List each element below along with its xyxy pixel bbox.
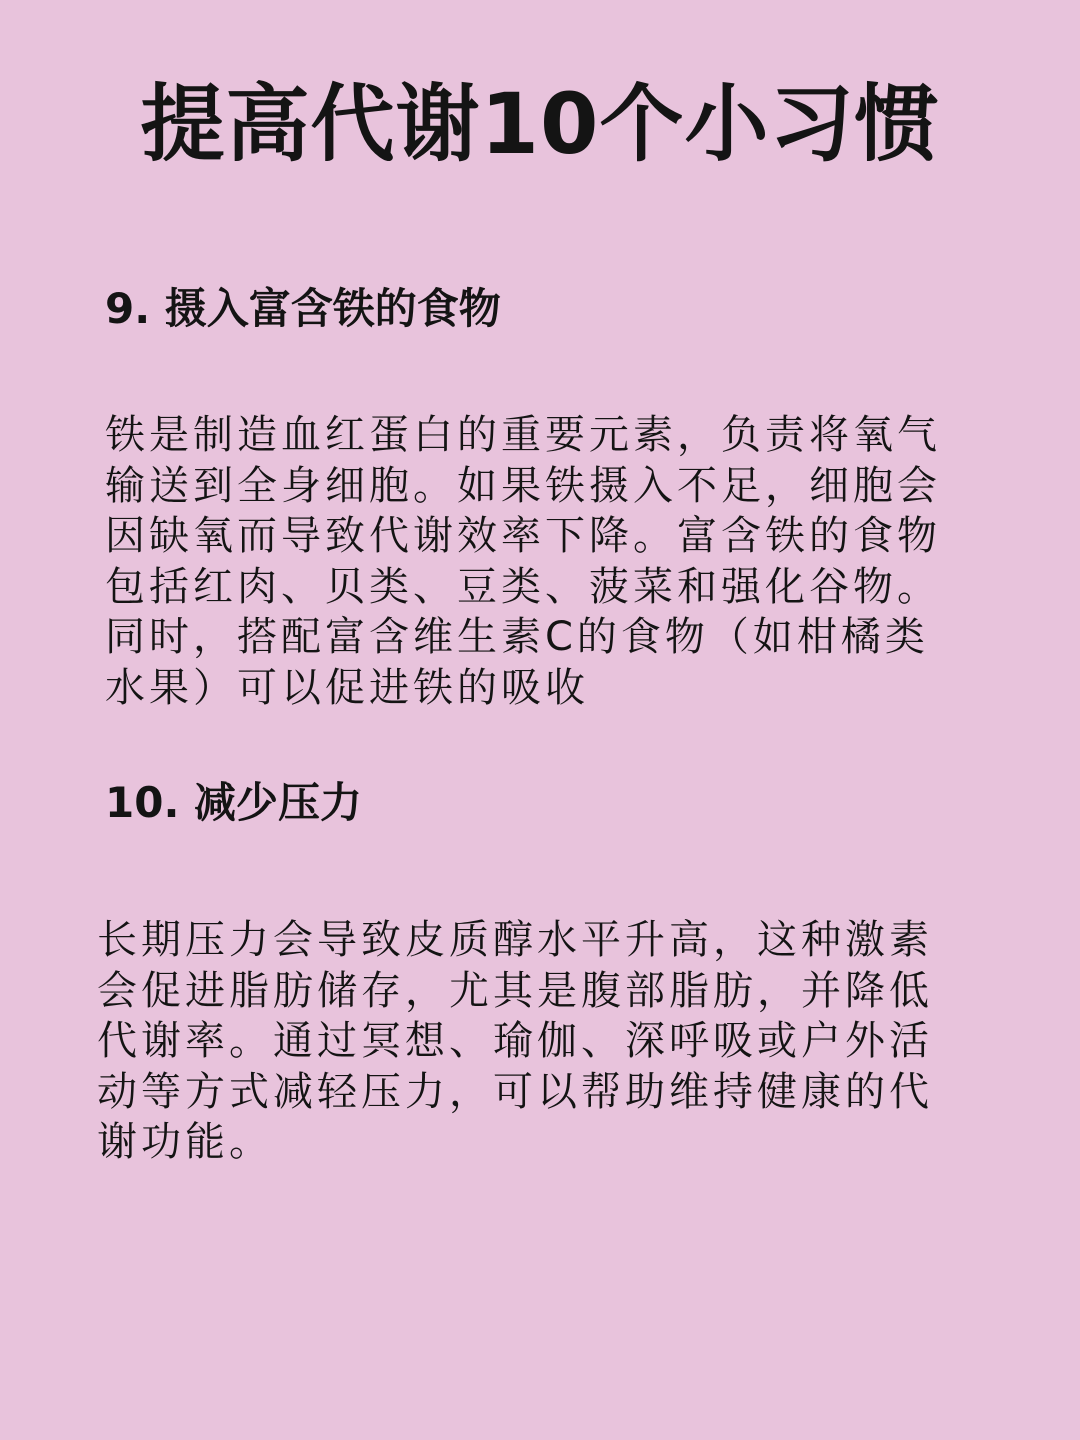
section-heading-stress: 10. 减少压力 — [105, 778, 363, 827]
section-body-stress: 长期压力会导致皮质醇水平升高，这种激素 会促进脂肪储存，尤其是腹部脂肪，并降低 代谢率。通过冥想、瑜伽、深呼吸或户外活 动等方式减轻压力，可以帮助维持健康的代 谢功能。 — [97, 917, 933, 1165]
section-heading-iron: 9. 摄入富含铁的食物 — [105, 284, 501, 333]
page-title: 提高代谢10个小习惯 — [140, 75, 940, 173]
section-body-iron: 铁是制造血红蛋白的重要元素，负责将氧气 输送到全身细胞。如果铁摄入不足，细胞会 因缺氧而导致代谢效率下降。富含铁的食物 包括红肉、贝类、豆类、菠菜和强化谷物。 同时，搭配富含维生素C的食物（如柑橘类 水果）可以促进铁的吸收 — [105, 412, 941, 711]
